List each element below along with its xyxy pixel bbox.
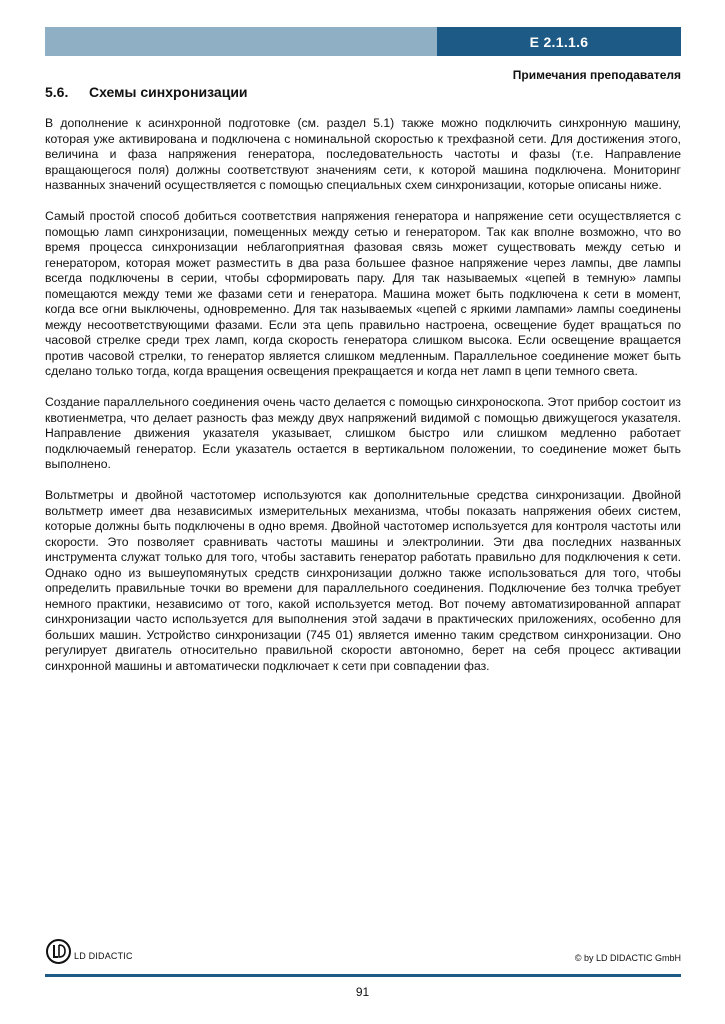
paragraph: В дополнение к асинхронной подготовке (см. раздел 5.1) также можно подключить синхронную машину, которая уже активирована и подключена с номинальной скоростью к трехфазной сети. Для достижения этого, величина и фаза напряжения генератора, последовательность частоты и фазы (т.е. Направление вращающегося поля) должны соответствуют значениям сети, к которой машина подключена. Мониторинг названных значений осуществляется с помощью специальных схем синхронизации, которые описаны ниже. xyxy=(45,116,681,192)
document-code: E 2.1.1.6 xyxy=(437,27,681,56)
header-band-left xyxy=(45,27,437,56)
section-title: Схемы синхронизации xyxy=(89,84,248,100)
paragraph: Создание параллельного соединения очень часто делается с помощью синхроноскопа. Этот прибор состоит из квотиенметра, что делает разность фаз между двух напряжений видимой с помощью движущегося указателя. Направление движения указателя указывает, слишком быстро или слишком медленно работает подключаемый генератор. Если указатель остается в вертикальном положении, то соединение может быть выполнено. xyxy=(45,395,681,471)
logo-text: LD DIDACTIC xyxy=(74,951,133,961)
section-heading xyxy=(45,84,248,100)
body-text xyxy=(45,116,681,690)
teacher-notes-label: Примечания преподавателя xyxy=(512,68,681,82)
page-number: 91 xyxy=(355,985,370,999)
header-bar xyxy=(45,27,681,56)
ld-logo-icon xyxy=(45,938,72,965)
copyright-notice: © by LD DIDACTIC GmbH xyxy=(574,953,681,963)
paragraph: Самый простой способ добиться соответствия напряжения генератора и напряжение сети осуществляется с помощью ламп синхронизации, помещенных между сетью и генератором. Так как вполне возможно, что во время процесса синхронизации неблагоприятная фазовая связь может существовать между сетью и генератором, которая может разместить в два раза большее фазное напряжение через лампы, две лампы всегда подключены в серии, чтобы сформировать пару. Для так называемых «цепей в темную» лампы помещаются между теми же фазами сети и генератора. Машина может быть подключена к сети в момент, когда все огни выключены, одновременно. Для так называемых «цепей с яркими лампами» лампы соединены между несоответствующими фазами. Если эта цепь правильно настроена, освещение будет вращаться по часовой стрелке среди трех ламп, когда скорость генератора слишком высока. Если освещение вращается против часовой стрелки, то генератор является слишком медленным. Параллельное соединение может быть сделано только тогда, когда вращения освещения прекращается и когда нет ламп в цепи темного света. xyxy=(45,209,681,378)
company-logo xyxy=(45,938,133,965)
footer-divider xyxy=(45,974,681,977)
paragraph: Вольтметры и двойной частотомер используются как дополнительные средства синхронизации. Двойной вольтметр имеет два независимых измерительных механизма, чтобы показать напряжения обеих систем, которые должны быть подключены в одно время. Двойной частотомер используется для контроля частоты или скорости. Это позволяет сравнивать частоты машины и электролинии. Эти два последних названных инструмента служат только для того, чтобы заставить генератор работать правильно для подключения к сети. Однако одно из вышеупомянутых средств синхронизации должно также использоваться для того, чтобы определить правильные точки во времени для параллельного соединения. Подключение без толчка требует немного практики, независимо от того, какой используется метод. Вот почему автоматизированной аппарат синхронизации часто используется для выполнения этой задачи в практических приложениях, особенно для больших машин. Устройство синхронизации (745 01) является именно таким средством синхронизации. Оно регулирует двигатель относительно правильной скорости автономно, берет на себя процесс активации синхронной машины и автоматически подключает к сети при совпадении фаз. xyxy=(45,488,681,673)
section-number: 5.6. xyxy=(45,84,69,100)
